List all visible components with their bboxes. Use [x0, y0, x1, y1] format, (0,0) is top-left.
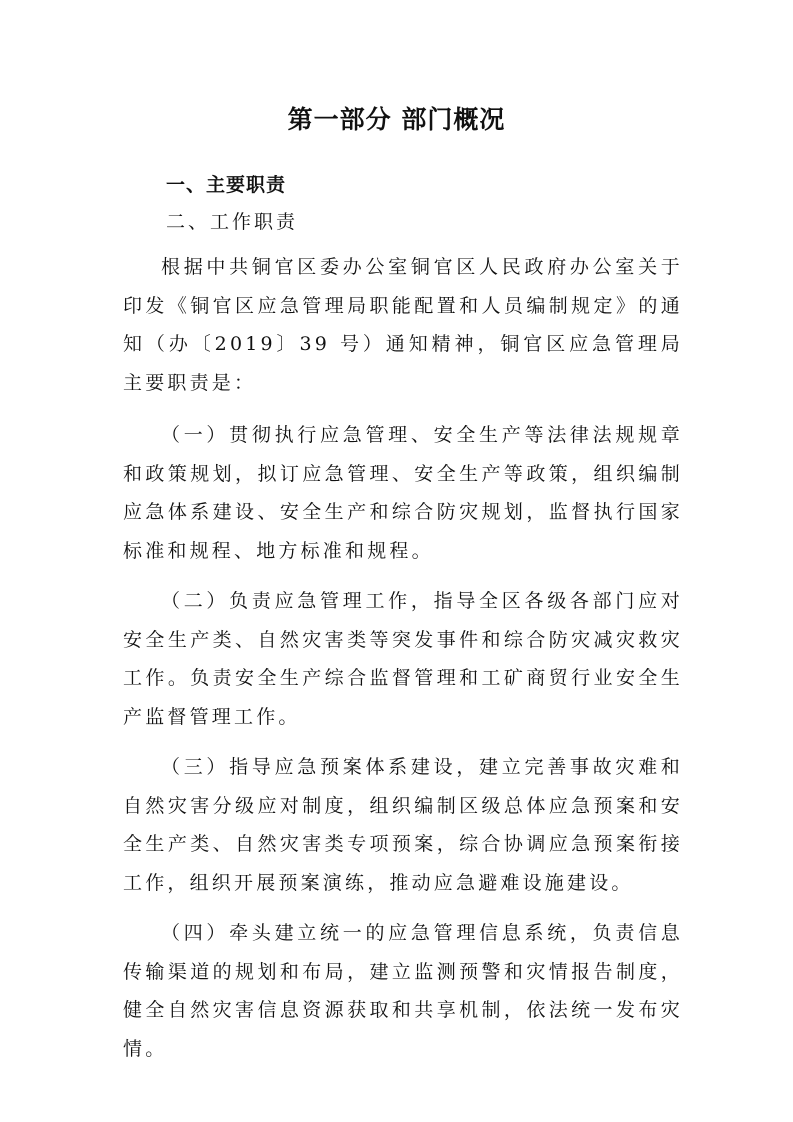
subsection-heading: 二、工作职责: [166, 211, 299, 233]
intro-paragraph: 根据中共铜官区委办公室铜官区人民政府办公室关于印发《铜官区应急管理局职能配置和人员编制规定》的通知（办〔2019〕39 号）通知精神，铜官区应急管理局主要职责是：: [123, 256, 683, 394]
duty-paragraph-3: （三）指导应急预案体系建设，建立完善事故灾难和自然灾害分级应对制度，组织编制区级总体应急预案和安全生产类、自然灾害类专项预案，综合协调应急预案衔接工作，组织开展预案演练，推动应急避难设施建设。: [123, 756, 683, 894]
duty-paragraph-2: （二）负责应急管理工作，指导全区各级各部门应对安全生产类、自然灾害类等突发事件和综合防灾减灾救灾工作。负责安全生产综合监督管理和工矿商贸行业安全生产监督管理工作。: [123, 590, 683, 728]
section-heading: 一、主要职责: [166, 174, 287, 196]
document-body: [123, 248, 683, 1080]
duty-paragraph-1: （一）贯彻执行应急管理、安全生产等法律法规规章和政策规划，拟订应急管理、安全生产等政策，组织编制应急体系建设、安全生产和综合防灾规划，监督执行国家标准和规程、地方标准和规程。: [123, 424, 683, 562]
duty-paragraph-4: （四）牵头建立统一的应急管理信息系统，负责信息传输渠道的规划和布局，建立监测预警和灾情报告制度，健全自然灾害信息资源获取和共享机制，依法统一发布灾情。: [123, 922, 683, 1060]
page-title: 第一部分 部门概况: [287, 105, 506, 134]
